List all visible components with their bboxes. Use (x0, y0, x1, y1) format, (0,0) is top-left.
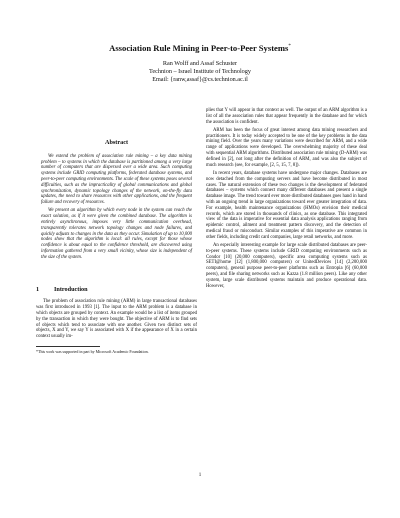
abstract-heading: Abstract (104, 139, 129, 146)
right-paragraph-1: plies that Y will appear in that context as well. The output of an ARM algorithm is a list of all the association rules that appear frequently in the database and for which the association is confident. (206, 108, 367, 125)
footnote: *This work was supported in part by Microsoft Academic Foundation. (36, 349, 149, 355)
abstract-paragraph-1: We extend the problem of association rule mining – a key data mining problem – to systems in which the database is partitioned among a very large number of computers that are dispersed over a wide area. Such computing systems include GRID computing platforms, federated database systems, and peer-to-peer computing environments. The scale of these systems poses several difficulties, such as the impracticality of global communications and global synchronization, dynamic topology changes of the network, on-the-fly data updates, the need to share resources with other applications, and the frequent failure and recovery of resources. (41, 153, 192, 206)
paper-title (40, 42, 360, 53)
intro-paragraph-1: The problem of association rule mining (ARM) in large transactional databases was first introduced in 1993 [1]. The input to the ARM problem is a database in which objects are grouped by context. An example would be a list of items grouped by the transaction in which they were bought. The objective of ARM is to find sets of objects which tend to associate with one another. Given two distinct sets of objects, X and Y, we say Y is associated with X if the appearance of X in a certain context usually im- (36, 299, 197, 340)
footnote-rule (36, 346, 100, 347)
right-paragraph-3: In recent years, database systems have undergone major changes. Databases are now detached from the computing servers and have become distributed in most cases. The natural extension of these two changes is the development of federated databases – systems which connect many different databases and present a single database image. The trend toward ever more distributed databases goes hand in hand with an ongoing trend in large organizations toward ever greater integration of data. For example, health maintenance organizations (HMOs) envision their medical records, which are stored in thousands of clinics, as one database. This integrated view of the data is imperative for essential data analysis applications ranging from epidemic control, ailment and treatment pattern discovery, and the detection of medical fraud or misconduct. Similar examples of this imperative are common in other fields, including credit card companies, large retail networks, and more. (206, 170, 367, 240)
title-footnote-mark: * (288, 44, 291, 49)
page-number: 1 (198, 473, 202, 478)
abstract-paragraph-2: We present an algorithm by which every node in the system can reach the exact solution, as if it were given the combined database. The algorithm is entirely asynchronous, imposes very little communication overhead, transparently tolerates network topology changes and node failures, and quickly adjusts to changes in the data as they occur. Simulation of up to 10,000 nodes show that the algorithm is local: all rules, except for those whose confidence is about equal to the confidence threshold, are discovered using information gathered from a very small vicinity, whose size is independent of the size of the system. (41, 208, 192, 260)
right-paragraph-4: An especially interesting example for large scale distributed databases are peer-to-peer systems. These systems include GRID computing environments such as Condor [10] (20,000 computers), specific area computing systems such as SETI@home [12] (1,800,000 computers) or UnitedDevices [14] (2,200,000 computers), general purpose peer-to-peer platforms such as Entropia [6] (60,000 peers), and file sharing networks such as Kazza (1.8 million peers). Like any other system, large scale distributed systems maintain and produce operational data. However, (206, 243, 367, 289)
section-heading-introduction (36, 287, 197, 293)
affiliation: Technion – Israel Institute of Technology (149, 68, 251, 76)
right-column (206, 108, 367, 289)
section-number: 1 (36, 285, 40, 293)
author-names: Ran Wolff and Assaf Schuster (162, 60, 238, 67)
email: Email: {ranw,assaf}@cs.technion.ac.il (152, 76, 248, 84)
title-text: Association Rule Mining in Peer-to-Peer Systems (109, 42, 289, 53)
abstract-body (36, 154, 197, 261)
right-paragraph-2: ARM has been the focus of great interest among data mining researchers and practitioners. It is today widely accepted to be one of the key problems in the data mining field. Over the years many variations were described for ARM, and a wide range of applications were developed. The overwhelming majority of these deal with sequential ARM algorithms. Distributed association rule mining (D-ARM) was defined in [2], not long after the definition of ARM, and was also the subject of much research (see, for example, [2, 5, 15, 7, 8]). (206, 127, 367, 168)
author-block (40, 60, 360, 84)
section-title: Introduction (54, 285, 88, 293)
left-column (36, 140, 197, 354)
